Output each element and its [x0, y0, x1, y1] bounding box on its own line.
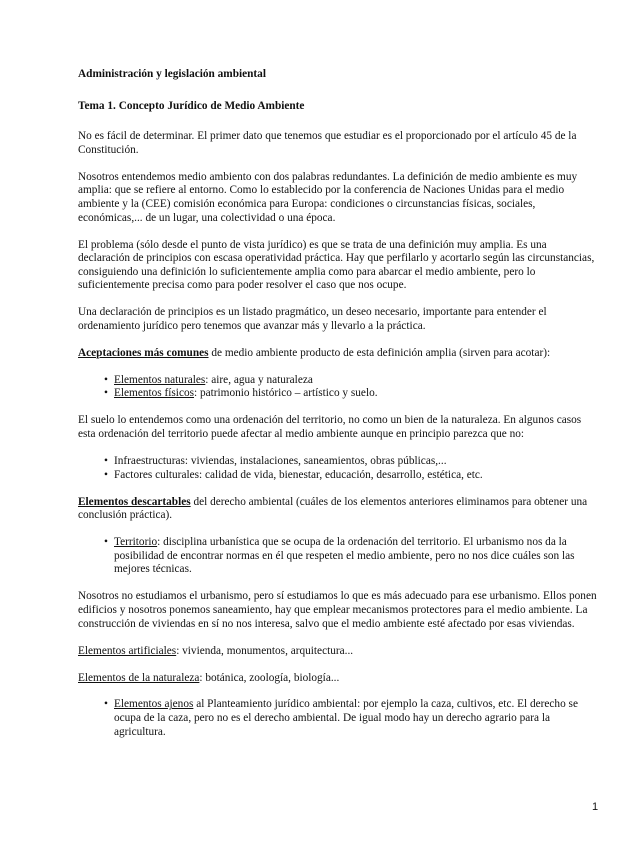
- list-item: • Infraestructuras: viviendas, instalaciones, saneamientos, obras públicas,...: [104, 455, 598, 469]
- paragraph-1: No es fácil de determinar. El primer dato que tenemos que estudiar es el proporcionado por el artículo 45 de la Constitución.: [78, 130, 577, 156]
- paragraph-3: El problema (sólo desde el punto de vista jurídico) es que se trata de una definición muy amplia. Es una declaración de principios con escasa operatividad práctica. Hay que perfilarlo y acortarlo según las circunstancias, consiguiendo una definición lo suficientemente amplia como para abarcar el medio ambiente, pero lo suficientemente precisa como para poder resolver el caso que nos ocupe.: [78, 238, 595, 292]
- list-item: [104, 387, 598, 401]
- paragraph-6: Nosotros no estudiamos el urbanismo, pero sí estudiamos lo que es más adecuado para ese urbanismo. Ellos ponen edificios y nosotros ponemos saneamiento, hay que emplear mecanismos protectores para el medio ambiente. La construcción de viviendas en sí no nos interesa, salvo que el medio ambiente esté afectado por esas viviendas.: [78, 590, 597, 630]
- aceptaciones-term: Aceptaciones más comunes: [78, 346, 209, 359]
- descartables-paragraph: [78, 496, 598, 523]
- elementos-naturales-term: Elementos naturales: [114, 373, 206, 386]
- list-item: [104, 536, 598, 577]
- naturaleza-text: : botánica, zoología, biología...: [199, 671, 340, 684]
- list-item: • Factores culturales: calidad de vida, bienestar, educación, desarrollo, estética, etc.: [104, 469, 598, 483]
- elementos-fisicos-term: Elementos físicos: [114, 387, 195, 400]
- list-item: [104, 698, 598, 739]
- aceptaciones-text: de medio ambiente producto de esta definición amplia (sirven para acotar):: [208, 346, 551, 359]
- list-item-text: al Planteamiento jurídico ambiental: por ejemplo la caza, cultivos, etc. El derecho se ocupa de la caza, pero no es el derecho ambiental. De igual modo hay un derecho agrario para la agricultura.: [114, 698, 578, 738]
- list-item: [104, 374, 598, 388]
- naturaleza-term: Elementos de la naturaleza: [78, 671, 200, 684]
- artificiales-paragraph: [78, 645, 598, 659]
- artificiales-text: : vivienda, monumentos, arquitectura...: [176, 644, 354, 657]
- page-number: 1: [592, 801, 599, 813]
- descartables-text: del derecho ambiental (cuáles de los elementos anteriores eliminamos para obtener una conclusión práctica).: [78, 495, 588, 522]
- paragraph-2: Nosotros entendemos medio ambiento con dos palabras redundantes. La definición de medio ambiente es muy amplia: que se refiere al entorno. Como lo establecido por la conferencia de Naciones Unidas para el medio ambiente y la (CEE) comisión económica para Europa: condiciones o circunstancias físicas, sociales, económicas,... de un lugar, una colectividad o una época.: [78, 170, 578, 224]
- artificiales-term: Elementos artificiales: [78, 644, 177, 657]
- suelo-list: [78, 455, 598, 482]
- section-heading: Tema 1. Concepto Jurídico de Medio Ambiente: [78, 99, 305, 112]
- ajenos-list: [78, 698, 598, 739]
- document-title: Administración y legislación ambiental: [78, 68, 266, 80]
- aceptaciones-list: [78, 374, 598, 401]
- aceptaciones-paragraph: [78, 347, 598, 361]
- ajenos-term: Elementos ajenos: [114, 698, 194, 711]
- list-item-text: : aire, agua y naturaleza: [205, 373, 313, 386]
- paragraph-4: Una declaración de principios es un listado pragmático, un deseo necesario, importante para entender el ordenamiento jurídico pero tenemos que avanzar más y llevarlo a la práctica.: [78, 306, 547, 332]
- naturaleza-paragraph: [78, 672, 598, 686]
- list-item-text: : disciplina urbanística que se ocupa de la ordenación del territorio. El urbanismo nos da la posibilidad de encontrar normas en él que respeten el medio ambiente, pero no nos dice cuáles son las mejores técnicas.: [114, 536, 575, 576]
- territorio-list: [78, 536, 598, 577]
- document-page: [78, 68, 598, 753]
- territorio-term: Territorio: [114, 536, 158, 549]
- paragraph-5: El suelo lo entendemos como una ordenación del territorio, no como un bien de la naturaleza. En algunos casos esta ordenación del territorio puede afectar al medio ambiente aunque en principio parezca que no:: [78, 414, 582, 441]
- list-item-text: : patrimonio histórico – artístico y suelo.: [194, 387, 378, 400]
- descartables-term: Elementos descartables: [78, 495, 191, 508]
